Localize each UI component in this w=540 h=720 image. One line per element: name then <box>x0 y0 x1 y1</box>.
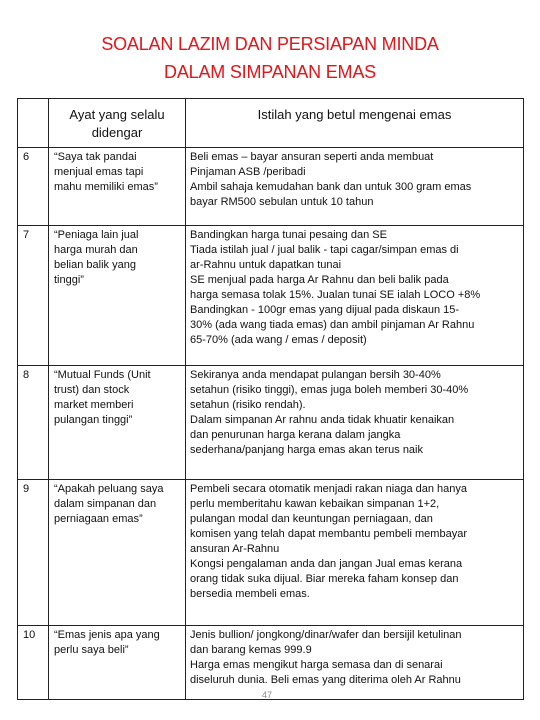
table-row <box>18 626 524 700</box>
row-fact-cell <box>186 226 524 366</box>
table-header-row <box>18 99 524 148</box>
header-fact-label: Istilah yang betul mengenai emas <box>257 107 452 122</box>
row-number-cell: 6 <box>18 148 49 226</box>
table-row <box>18 366 524 480</box>
row-number-cell: 7 <box>18 226 49 366</box>
row-phrase-cell <box>49 366 186 480</box>
fact-line: setahun (risiko rendah). <box>190 399 306 411</box>
fact-line: ansuran Ar-Rahnu <box>190 543 280 555</box>
header-number-cell <box>18 99 49 148</box>
fact-line: Sekiranya anda mendapat pulangan bersih 30-40% <box>190 369 441 381</box>
header-phrase-cell <box>49 99 186 148</box>
fact-line: SE menjual pada harga Ar Rahnu dan beli balik pada <box>190 274 449 286</box>
phrase-line: pulangan tinggi” <box>54 414 133 426</box>
phrase-line: “Mutual Funds (Unit <box>54 369 151 381</box>
row-fact-cell <box>186 480 524 626</box>
page-number: 47 <box>262 690 273 700</box>
fact-line: Bandingkan harga tunai pesaing dan SE <box>190 229 387 241</box>
fact-line: Pinjaman ASB /peribadi <box>190 166 306 178</box>
phrase-line: harga murah dan <box>54 244 138 256</box>
header-fact-cell <box>186 99 524 148</box>
fact-line: bersedia membeli emas. <box>190 588 310 600</box>
table-row <box>18 480 524 626</box>
fact-line: Kongsi pengalaman anda dan jangan Jual emas kerana <box>190 558 463 570</box>
fact-line: Harga emas mengikut harga semasa dan di senarai <box>190 659 443 671</box>
phrase-line: tinggi” <box>54 274 84 286</box>
fact-line: dan penurunan harga kerana dalam jangka <box>190 429 401 441</box>
row-phrase-cell <box>49 148 186 226</box>
phrase-line: perlu saya beli” <box>54 644 129 656</box>
fact-line: sederhana/panjang harga emas akan terus naik <box>190 444 423 456</box>
row-number-cell: 9 <box>18 480 49 626</box>
fact-line: Bandingkan - 100gr emas yang dijual pada diskaun 15- <box>190 304 460 316</box>
fact-line: Beli emas – bayar ansuran seperti anda membuat <box>190 151 434 163</box>
phrase-line: mahu memiliki emas” <box>54 181 158 193</box>
header-phrase-label: Ayat yang selalu didengar <box>69 107 165 140</box>
fact-line: komisen yang telah dapat membantu pembeli membayar <box>190 528 467 540</box>
fact-line: pulangan modal dan keuntungan perniagaan, dan <box>190 513 433 525</box>
row-phrase-cell <box>49 226 186 366</box>
fact-line: setahun (risiko tinggi), emas juga boleh memberi 30-40% <box>190 384 469 396</box>
fact-line: Ambil sahaja kemudahan bank dan untuk 300 gram emas <box>190 181 472 193</box>
phrase-line: trust) dan stock <box>54 384 130 396</box>
phrase-line: “Emas jenis apa yang <box>54 629 160 641</box>
row-fact-cell <box>186 626 524 700</box>
row-fact-cell <box>186 366 524 480</box>
table-row <box>18 148 524 226</box>
row-fact-cell <box>186 148 524 226</box>
fact-line: diseluruh dunia. Beli emas yang diterima oleh Ar Rahnu <box>190 674 461 686</box>
fact-line: ar-Rahnu untuk dapatkan tunai <box>190 259 342 271</box>
phrase-line: dalam simpanan dan <box>54 498 157 510</box>
fact-line: Tiada istilah jual / jual balik - tapi cagar/simpan emas di <box>190 244 459 256</box>
fact-line: perlu memberitahu kawan kebaikan simpanan 1+2, <box>190 498 440 510</box>
phrase-line: “Peniaga lain jual <box>54 229 139 241</box>
faq-table <box>17 98 524 700</box>
fact-line: dan barang kemas 999.9 <box>190 644 312 656</box>
fact-line: bayar RM500 sebulan untuk 10 tahun <box>190 196 374 208</box>
title-line-2: DALAM SIMPANAN EMAS <box>164 62 376 82</box>
fact-line: Pembeli secara otomatik menjadi rakan niaga dan hanya <box>190 483 467 495</box>
fact-line: 65-70% (ada wang / emas / deposit) <box>190 334 367 346</box>
row-number-cell: 10 <box>18 626 49 700</box>
phrase-line: perniagaan emas” <box>54 513 143 525</box>
row-phrase-cell <box>49 480 186 626</box>
phrase-line: market memberi <box>54 399 134 411</box>
phrase-line: “Apakah peluang saya <box>54 483 164 495</box>
fact-line: harga semasa tolak 15%. Jualan tunai SE ialah LOCO +8% <box>190 289 481 301</box>
row-phrase-cell <box>49 626 186 700</box>
fact-line: orang tidak suka dijual. Biar mereka faham konsep dan <box>190 573 459 585</box>
phrase-line: menjual emas tapi <box>54 166 144 178</box>
fact-line: 30% (ada wang tiada emas) dan ambil pinjaman Ar Rahnu <box>190 319 475 331</box>
phrase-line: “Saya tak pandai <box>54 151 137 163</box>
fact-line: Dalam simpanan Ar rahnu anda tidak khuatir kenaikan <box>190 414 455 426</box>
phrase-line: belian balik yang <box>54 259 136 271</box>
title-line-1: SOALAN LAZIM DAN PERSIAPAN MINDA <box>101 34 439 54</box>
table-row <box>18 226 524 366</box>
fact-line: Jenis bullion/ jongkong/dinar/wafer dan bersijil ketulinan <box>190 629 462 641</box>
page-title <box>0 30 540 86</box>
row-number-cell: 8 <box>18 366 49 480</box>
